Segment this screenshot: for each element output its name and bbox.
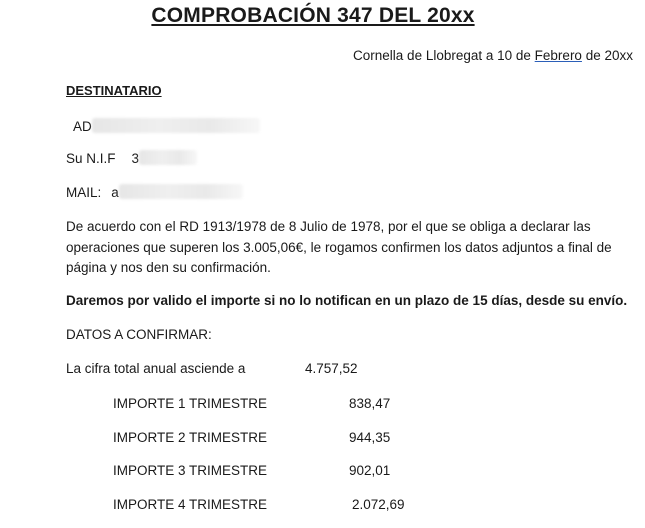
- place-date-month: Febrero: [534, 48, 582, 63]
- quarter-1-label: IMPORTE 1 TRIMESTRE: [113, 396, 268, 411]
- quarter-4-value: 2.072,69: [352, 497, 405, 512]
- redacted-nif: [139, 150, 197, 165]
- legal-paragraph: De acuerdo con el RD 1913/1978 de 8 Julio de 1978, por el que se obliga a declarar las operaciones que superen los 3.005,06€, le rogamos confirmen los datos adjuntos a final de página y nos den su confirmación.: [66, 219, 612, 275]
- quarter-1-value: 838,47: [349, 396, 391, 411]
- nif-label: Su N.I.F: [66, 151, 116, 166]
- nif-prefix: 3: [131, 151, 140, 166]
- recipient-heading: DESTINATARIO: [66, 83, 162, 98]
- quarter-4-label: IMPORTE 4 TRIMESTRE: [113, 497, 268, 512]
- mail-label: MAIL:: [66, 185, 102, 200]
- quarter-3-label: IMPORTE 3 TRIMESTRE: [113, 463, 268, 478]
- mail-prefix: a: [111, 185, 119, 200]
- recipient-name: [73, 118, 260, 134]
- document-title: COMPROBACIÓN 347 DEL 20xx: [151, 4, 475, 27]
- total-label: La cifra total anual asciende a: [66, 361, 246, 376]
- total-value: 4.757,52: [305, 361, 358, 376]
- recipient-name-prefix: AD: [73, 119, 92, 134]
- recipient-nif: [66, 150, 197, 166]
- place-date-prefix: Cornella de Llobregat a 10 de: [353, 48, 535, 63]
- place-date: [353, 48, 633, 63]
- quarter-3-value: 902,01: [349, 463, 391, 478]
- data-heading: DATOS A CONFIRMAR:: [66, 327, 212, 342]
- notice-line: Daremos por valido el importe si no lo notifican en un plazo de 15 días, desde su envío.: [66, 293, 628, 308]
- recipient-mail: [66, 184, 243, 200]
- quarter-2-value: 944,35: [349, 430, 391, 445]
- redacted-name: [92, 118, 260, 133]
- place-date-suffix: de 20xx: [581, 48, 633, 63]
- quarter-2-label: IMPORTE 2 TRIMESTRE: [113, 430, 268, 445]
- redacted-mail: [119, 184, 243, 199]
